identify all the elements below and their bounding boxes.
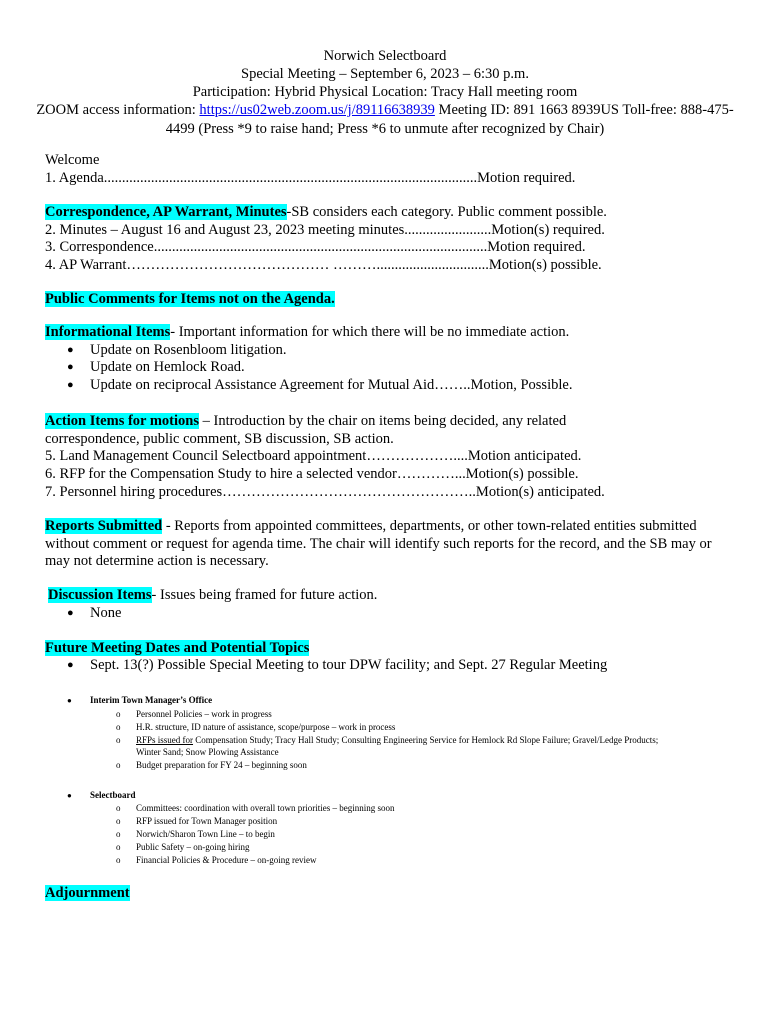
selectboard-heading-line <box>67 789 136 803</box>
meeting-title: Special Meeting – September 6, 2023 – 6:30 p.m. <box>241 66 529 82</box>
correspondence-heading: Correspondence, AP Warrant, Minutes <box>45 204 287 220</box>
bullet-icon: ● <box>67 659 74 671</box>
welcome: Welcome <box>45 152 100 168</box>
sub-list-item-text: Norwich/Sharon Town Line – to begin <box>136 829 275 839</box>
interim-heading: Interim Town Manager’s Office <box>90 695 213 705</box>
public-comments-line <box>45 291 335 309</box>
board-name: Norwich Selectboard <box>323 48 447 64</box>
hollow-circle-icon: o <box>116 803 121 813</box>
sub-list-item <box>116 854 316 867</box>
bullet-icon: ● <box>67 607 74 619</box>
reports-paragraph <box>45 518 735 571</box>
bullet-icon: ● <box>67 696 72 705</box>
agenda-item-1: 1. Agenda.......................................................................................................Motion required. <box>45 170 576 186</box>
rfp-underlined-text: RFPs issued for <box>136 735 194 745</box>
sub-list-item-text: Personnel Policies – work in progress <box>136 709 272 719</box>
informational-heading-line <box>45 324 569 342</box>
sub-list-item-text: RFP issued for Town Manager position <box>136 816 278 826</box>
agenda-item-5: 5. Land Management Council Selectboard appointment………………....Motion anticipated. <box>45 448 582 464</box>
discussion-heading-tail: - Issues being framed for future action. <box>151 587 378 603</box>
hollow-circle-icon: o <box>116 829 121 839</box>
sub-list-item <box>116 828 275 841</box>
list-item-text: Sept. 13(?) Possible Special Meeting to tour DPW facility; and Sept. 27 Regular Meeting <box>90 657 608 673</box>
future-heading: Future Meeting Dates and Potential Topics <box>45 640 310 656</box>
list-item-text: Update on Rosenbloom litigation. <box>90 342 287 358</box>
sub-list-item <box>116 841 250 854</box>
sub-list-item-text: H.R. structure, ID nature of assistance, scope/purpose – work in process <box>136 722 396 732</box>
bullet-icon: ● <box>67 379 74 391</box>
list-item <box>67 377 572 395</box>
agenda-item-3: 3. Correspondence............................................................................................Motion required. <box>45 239 586 255</box>
document-header <box>0 47 770 101</box>
hollow-circle-icon: o <box>116 760 121 770</box>
correspondence-heading-line <box>45 204 607 222</box>
action-heading-line <box>45 413 566 431</box>
list-item <box>67 605 121 623</box>
discussion-heading: Discussion Items <box>48 587 152 603</box>
agenda-item-6: 6. RFP for the Compensation Study to hire a selected vendor…………...Motion(s) possible. <box>45 466 579 482</box>
adjournment-heading: Adjournment <box>45 885 130 901</box>
hollow-circle-icon: o <box>116 816 121 826</box>
hollow-circle-icon: o <box>116 842 121 852</box>
hollow-circle-icon: o <box>116 855 121 865</box>
informational-heading-tail: - Important information for which there will be no immediate action. <box>170 324 570 340</box>
sub-list-item-text: Public Safety – on-going hiring <box>136 842 250 852</box>
future-heading-line <box>45 640 309 658</box>
action-heading-tail: – Introduction by the chair on items being decided, any related <box>198 413 567 429</box>
list-item-text: Update on Hemlock Road. <box>90 359 245 375</box>
sub-list-item <box>116 708 272 721</box>
reports-heading: Reports Submitted <box>45 518 163 534</box>
public-comments-heading: Public Comments for Items not on the Agenda. <box>45 291 335 307</box>
zoom-link[interactable]: https://us02web.zoom.us/j/89116638939 <box>199 102 435 118</box>
hollow-circle-icon: o <box>116 722 121 732</box>
sub-list-item-text: Budget preparation for FY 24 – beginning soon <box>136 760 307 770</box>
informational-heading: Informational Items <box>45 324 171 340</box>
zoom-prefix: ZOOM access information: <box>36 102 200 118</box>
sub-list-item <box>116 734 658 747</box>
participation-info: Participation: Hybrid Physical Location: Tracy Hall meeting room <box>192 84 578 100</box>
sub-list-item-text: Financial Policies & Procedure – on-going review <box>136 855 317 865</box>
sub-list-item <box>116 815 277 828</box>
hollow-circle-icon: o <box>116 709 121 719</box>
list-item <box>67 342 287 360</box>
selectboard-heading: Selectboard <box>90 790 136 800</box>
list-item-text: Update on reciprocal Assistance Agreement for Mutual Aid……..Motion, Possible. <box>90 377 573 393</box>
correspondence-heading-tail: -SB considers each category. Public comment possible. <box>286 204 607 220</box>
bullet-icon: ● <box>67 791 72 800</box>
zoom-info <box>30 101 740 138</box>
sub-list-item <box>116 721 395 734</box>
bullet-icon: ● <box>67 361 74 373</box>
sub-list-item <box>116 759 307 772</box>
agenda-item-4: 4. AP Warrant…………………………………… ………...............................Motion(s) possible. <box>45 257 602 273</box>
adjournment-line <box>45 885 130 903</box>
list-item <box>67 657 607 675</box>
sub-list-item-text: Compensation Study; Tracy Hall Study; Consulting Engineering Service for Hemlock Rd Slope Failure; Gravel/Ledge Products; <box>193 735 659 745</box>
action-heading: Action Items for motions <box>45 413 199 429</box>
discussion-heading-line <box>48 587 377 605</box>
list-item <box>67 359 245 377</box>
action-intro-line2: correspondence, public comment, SB discussion, SB action. <box>45 431 394 447</box>
zoom-suffix: Meeting ID: 891 1663 8939US Toll-free: 888-475-4499 (Press *9 to raise hand; Press *6 to unmute after recognized by Chair) <box>165 102 734 137</box>
agenda-item-7: 7. Personnel hiring procedures……………………………………………..Motion(s) anticipated. <box>45 484 605 500</box>
agenda-item-2: 2. Minutes – August 16 and August 23, 2023 meeting minutes........................Motion(s) required. <box>45 222 605 238</box>
bullet-icon: ● <box>67 344 74 356</box>
sub-list-item-continuation: Winter Sand; Snow Plowing Assistance <box>136 747 279 757</box>
sub-list-item <box>116 802 394 815</box>
reports-body: - Reports from appointed committees, departments, or other town-related entities submitted without comment or request for agenda time. The chair will identify such reports for the record, and the SB may or may not determine action is necessary. <box>45 518 712 569</box>
interim-heading-line <box>67 694 212 708</box>
hollow-circle-icon: o <box>116 735 121 745</box>
list-item-text: None <box>90 605 122 621</box>
sub-list-item-text: Committees: coordination with overall town priorities – beginning soon <box>136 803 395 813</box>
